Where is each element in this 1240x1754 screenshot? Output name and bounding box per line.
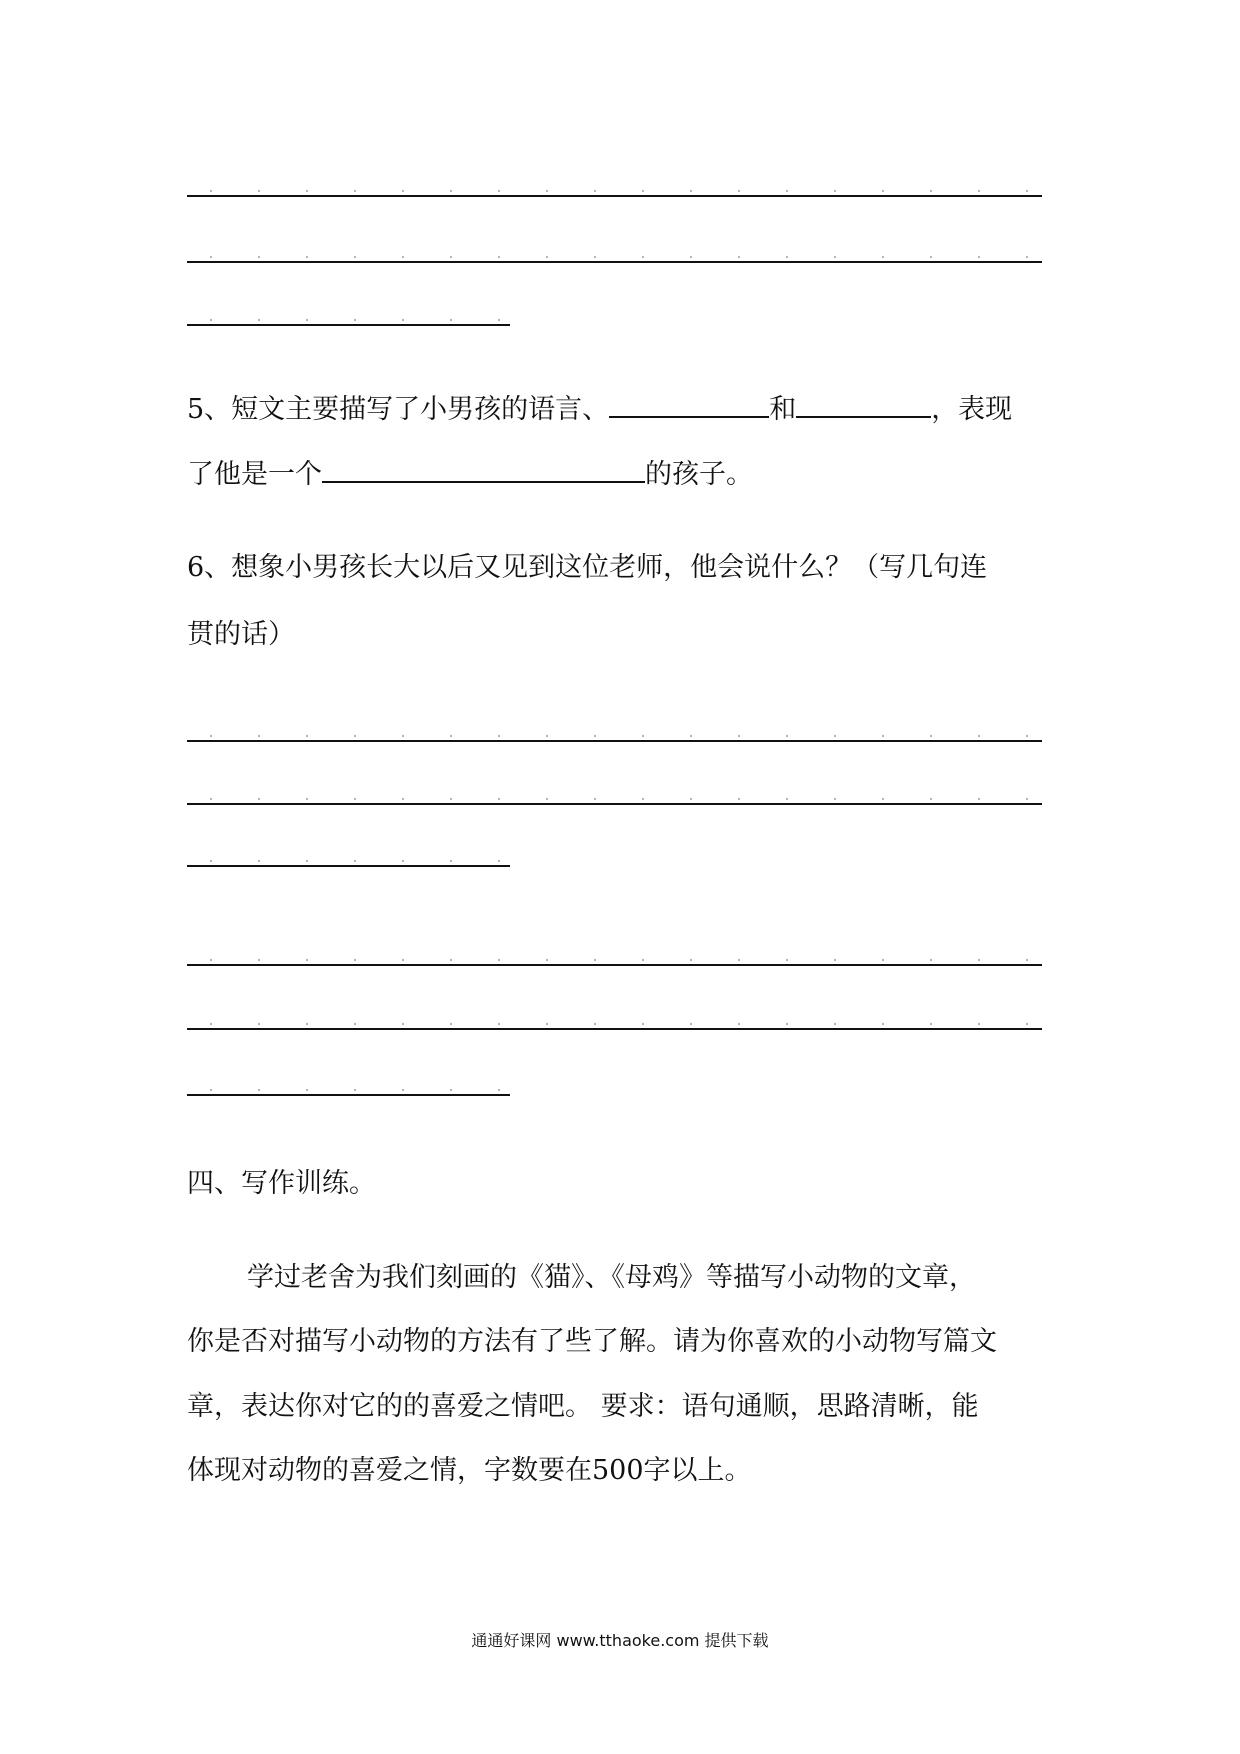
fill-blank[interactable] [796,392,931,418]
q5-text: 的孩子。 [645,459,753,490]
answer-line-short[interactable] [187,324,510,326]
fill-blank[interactable] [609,392,769,418]
answer-line-short[interactable] [187,865,510,867]
section-heading: 四、写作训练。 [187,1168,376,1199]
answer-line[interactable] [187,740,1042,742]
answer-line[interactable] [187,1028,1042,1030]
q5-text: 和 [769,394,797,425]
paragraph-line: 体现对动物的喜爱之情，字数要在500字以上。 [187,1455,752,1486]
answer-line-short[interactable] [187,1094,510,1096]
paragraph-line: 你是否对描写小动物的方法有了些了解。请为你喜欢的小动物写篇文 [187,1326,997,1357]
question-5-line-1 [187,392,1012,427]
answer-line[interactable] [187,261,1042,263]
fill-blank[interactable] [322,457,645,483]
question-6-line-2: 贯的话） [187,619,295,650]
footer-text: 通通好课网 www.tthaoke.com 提供下载 [471,1631,769,1650]
answer-line[interactable] [187,195,1042,197]
answer-line[interactable] [187,803,1042,805]
paragraph-line: 学过老舍为我们刻画的《猫》、《母鸡》等描写小动物的文章， [247,1262,976,1293]
question-5-line-2 [187,457,753,492]
q5-text: 5、短文主要描写了小男孩的语言、 [187,394,610,425]
q5-text: ，表现 [931,394,1013,425]
question-6-line-1: 6、想象小男孩长大以后又见到这位老师，他会说什么？（写几句连 [187,552,988,583]
answer-line[interactable] [187,964,1042,966]
q5-text: 了他是一个 [187,459,322,490]
paragraph-line: 章，表达你对它的的喜爱之情吧。 要求：语句通顺，思路清晰，能 [187,1391,979,1422]
